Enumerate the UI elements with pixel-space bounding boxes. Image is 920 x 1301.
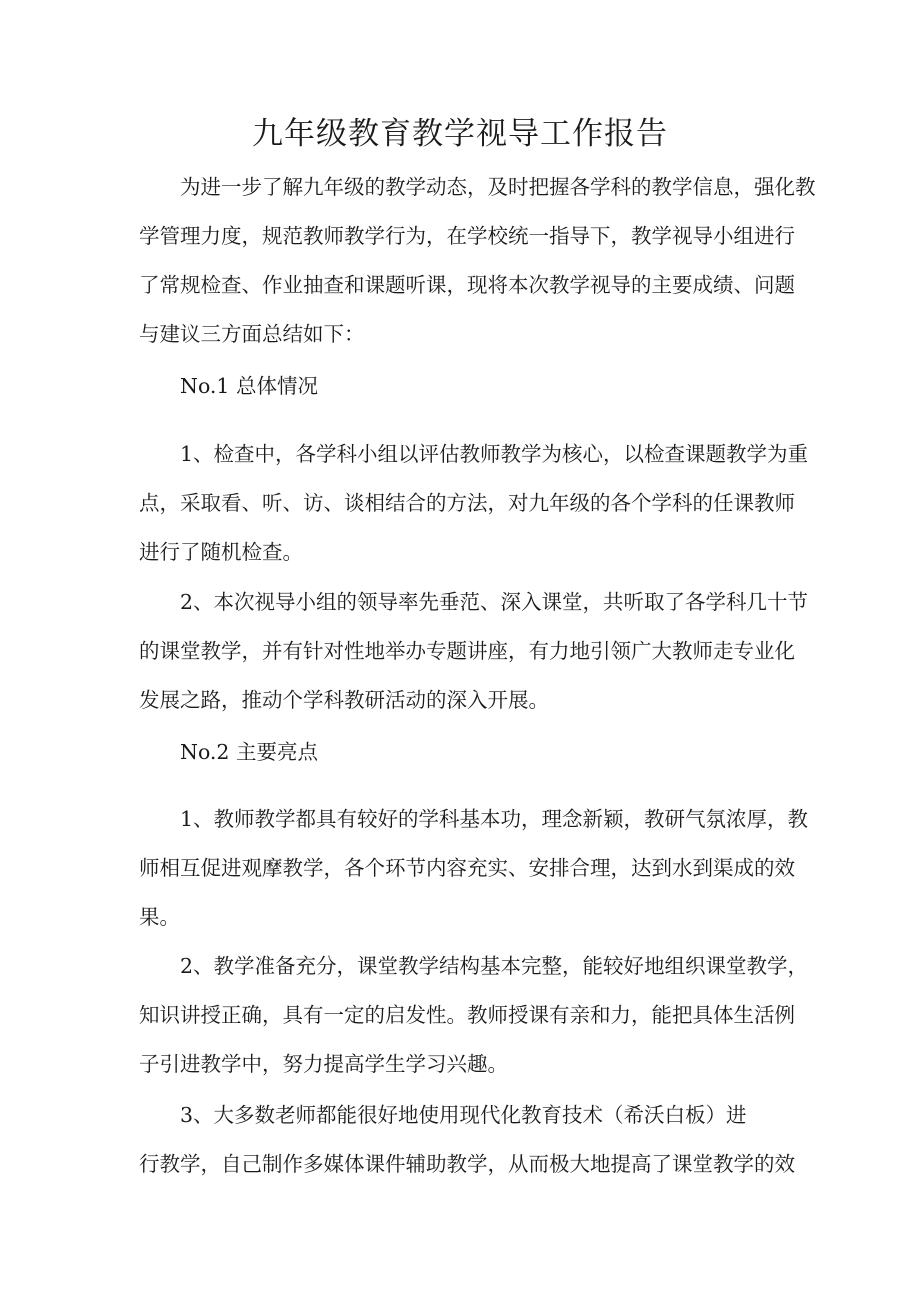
s2-p1-line-2: 师相互促进观摩教学，各个环节内容充实、安排合理，达到水到渠成的效 [139,856,795,880]
intro-line-2: 学管理力度，规范教师教学行为，在学校统一指导下，教学视导小组进行 [139,224,795,248]
intro-line-1: 为进一步了解九年级的教学动态，及时把握各学科的教学信息，强化教 [180,175,816,199]
s1-p2-line-3: 发展之路，推动个学科教研活动的深入开展。 [139,688,549,712]
s1-p1-line-3: 进行了随机检查。 [139,540,303,564]
s2-p2-line-2: 知识讲授正确，具有一定的启发性。教师授课有亲和力，能把具体生活例 [139,1003,795,1027]
intro-line-4: 与建议三方面总结如下： [139,322,365,346]
s2-p2-line-3: 子引进教学中，努力提高学生学习兴趣。 [139,1052,508,1076]
s2-p3-line-2: 行教学，自己制作多媒体课件辅助教学，从而极大地提高了课堂教学的效 [139,1152,795,1176]
s2-p1-line-1: 1、教师教学都具有较好的学科基本功，理念新颖，教研气氛浓厚，教 [180,807,809,831]
page-title: 九年级教育教学视导工作报告 [252,116,668,152]
section-heading-2: No.2 主要亮点 [180,740,318,764]
s1-p1-line-1: 1、检查中，各学科小组以评估教师教学为核心，以检查课题教学为重 [180,442,809,466]
s1-p2-line-2: 的课堂教学，并有针对性地举办专题讲座，有力地引领广大教师走专业化 [139,639,795,663]
s2-p3-line-1: 3、大多数老师都能很好地使用现代化教育技术（希沃白板）进 [180,1103,747,1127]
s1-p1-line-2: 点，采取看、听、访、谈相结合的方法，对九年级的各个学科的任课教师 [139,491,795,515]
s2-p1-line-3: 果。 [139,905,180,929]
s1-p2-line-1: 2、本次视导小组的领导率先垂范、深入课堂，共听取了各学科几十节 [180,590,809,614]
intro-line-3: 了常规检查、作业抽查和课题听课，现将本次教学视导的主要成绩、问题 [139,273,795,297]
section-heading-1: No.1 总体情况 [180,374,318,398]
s2-p2-line-1: 2、教学准备充分，课堂教学结构基本完整，能较好地组织课堂教学， [180,954,809,978]
